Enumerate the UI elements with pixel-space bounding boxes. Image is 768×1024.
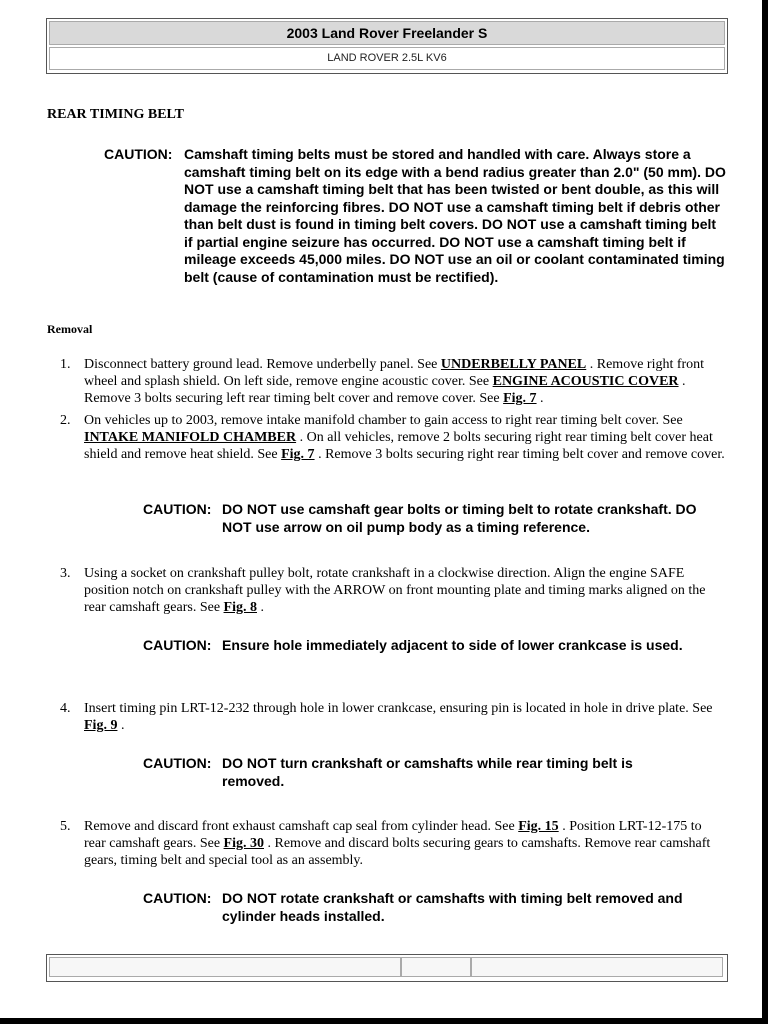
caution-label: CAUTION: — [143, 755, 212, 771]
document-footer — [46, 954, 728, 982]
step-number: 4. — [60, 701, 71, 716]
link-fig-7[interactable]: Fig. 7 — [503, 391, 537, 406]
footer-cell — [401, 957, 471, 977]
caution-label: CAUTION: — [143, 890, 212, 906]
step-text: On vehicles up to 2003, remove intake manifold chamber to gain access to right rear timing belt cover. See INTAKE MANIFOLD CHAMBER . On all vehicles, remove 2 bolts securing right rear timing belt cover heat shield and remove heat shield. See Fig. 7 . Remove 3 bolts securing right rear timing belt cover and remove cover. — [84, 413, 725, 462]
link-underbelly-panel[interactable]: UNDERBELLY PANEL — [440, 357, 587, 372]
link-fig-30[interactable]: Fig. 30 — [223, 836, 264, 851]
document-header — [46, 18, 728, 74]
caution-text: DO NOT rotate crankshaft or camshafts with timing belt removed and cylinder heads installed. — [222, 890, 683, 924]
engine-subtitle: LAND ROVER 2.5L KV6 — [49, 47, 725, 70]
step-number: 3. — [60, 566, 71, 581]
step-text: Insert timing pin LRT-12-232 through hole in lower crankcase, ensuring pin is located in hole in drive plate. See Fig. 9 . — [84, 701, 713, 733]
link-fig-8[interactable]: Fig. 8 — [223, 600, 257, 615]
caution-label: CAUTION: — [143, 637, 212, 653]
step-number: 1. — [60, 357, 71, 372]
link-engine-acoustic-cover[interactable]: ENGINE ACOUSTIC COVER — [492, 374, 679, 389]
caution-text: Ensure hole immediately adjacent to side of lower crankcase is used. — [222, 637, 683, 653]
section-title: REAR TIMING BELT — [47, 107, 184, 122]
link-fig-7[interactable]: Fig. 7 — [281, 447, 315, 462]
vehicle-title: 2003 Land Rover Freelander S — [49, 21, 725, 45]
caution-label: CAUTION: — [104, 146, 173, 162]
step-text: Disconnect battery ground lead. Remove underbelly panel. See UNDERBELLY PANEL . Remove right front wheel and splash shield. On left side, remove engine acoustic cover. See ENGINE ACOUSTIC COVER . Remove 3 bolts securing left rear timing belt cover and remove cover. See Fig. 7 . — [84, 357, 705, 406]
removal-heading: Removal — [47, 322, 93, 336]
step-number: 2. — [60, 413, 71, 428]
link-intake-manifold-chamber[interactable]: INTAKE MANIFOLD CHAMBER — [84, 430, 297, 445]
link-fig-15[interactable]: Fig. 15 — [518, 819, 559, 834]
caution-text: Camshaft timing belts must be stored and handled with care. Always store a camshaft timing belt on its edge with a bend radius greater than 2.0" (50 mm). DO NOT use a camshaft timing belt that has been twisted or bent double, as this will damage the reinforcing fibres. DO NOT use a camshaft timing belt if debris other than belt dust is found in timing belt covers. DO NOT use a camshaft timing belt if partial engine seizure has occurred. DO NOT use a camshaft timing belt if mileage exceeds 45,000 miles. DO NOT use an oil or coolant contaminated timing belt (cause of contamination must be rectified). — [184, 146, 726, 285]
caution-text: DO NOT use camshaft gear bolts or timing belt to rotate crankshaft. DO NOT use arrow on oil pump body as a timing reference. — [222, 501, 697, 535]
caution-label: CAUTION: — [143, 501, 212, 517]
footer-cell — [49, 957, 401, 977]
step-text: Using a socket on crankshaft pulley bolt, rotate crankshaft in a clockwise direction. Align the engine SAFE position notch on crankshaft pulley with the ARROW on front mounting plate and timing marks aligned on the rear camshaft gears. See Fig. 8 . — [84, 566, 706, 615]
footer-cell — [471, 957, 723, 977]
step-number: 5. — [60, 819, 71, 834]
caution-text: DO NOT turn crankshaft or camshafts while rear timing belt is removed. — [222, 755, 633, 789]
step-text: Remove and discard front exhaust camshaft cap seal from cylinder head. See Fig. 15 . Position LRT-12-175 to rear camshaft gears. See Fig. 30 . Remove and discard bolts securing gears to camshafts. Remove rear camshaft gears, timing belt and special tool as an assembly. — [84, 819, 711, 868]
link-fig-9[interactable]: Fig. 9 — [84, 718, 118, 733]
